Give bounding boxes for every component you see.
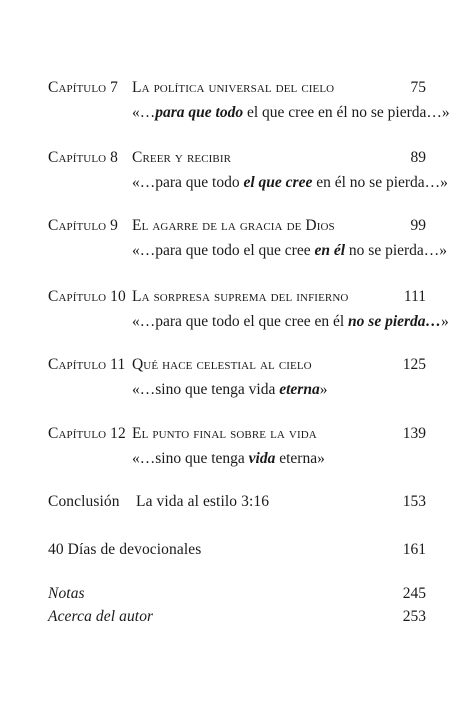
chapter-label: Capítulo 11 xyxy=(48,356,126,373)
toc-entry-chapter-10[interactable] xyxy=(48,287,449,330)
devotionals-label: 40 Días de devocionales xyxy=(48,541,202,558)
chapter-label: Capítulo 9 xyxy=(48,217,119,234)
chapter-quote: «…para que todo el que cree en él no se pierda…» xyxy=(132,242,448,259)
toc-entry-chapter-9[interactable] xyxy=(48,216,448,259)
page-number: 89 xyxy=(410,149,426,166)
chapter-label: Capítulo 7 xyxy=(48,79,119,96)
chapter-label: Capítulo 10 xyxy=(48,288,126,305)
toc-entry-about-author[interactable] xyxy=(48,607,426,627)
about-author-label: Acerca del autor xyxy=(48,608,154,625)
page-number: 99 xyxy=(410,217,426,234)
toc-entry-chapter-11[interactable] xyxy=(48,355,426,398)
toc-entry-chapter-7[interactable] xyxy=(48,78,450,121)
chapter-title: Qué hace celestial al cielo xyxy=(132,356,312,373)
page-number: 111 xyxy=(403,288,426,305)
chapter-title: La sorpresa suprema del infierno xyxy=(132,288,349,305)
page-number: 153 xyxy=(402,493,426,510)
toc-entry-notes[interactable] xyxy=(48,584,426,604)
chapter-quote: «…para que todo el que cree en él no se pierda…» xyxy=(132,104,450,121)
toc-entry-chapter-12[interactable] xyxy=(48,424,426,467)
chapter-label: Capítulo 8 xyxy=(48,149,119,166)
toc-entry-devotionals[interactable] xyxy=(48,540,426,560)
chapter-title: La política universal del cielo xyxy=(132,79,335,96)
chapter-label: Capítulo 12 xyxy=(48,425,126,442)
toc-entry-chapter-8[interactable] xyxy=(48,148,448,191)
conclusion-label: Conclusión xyxy=(48,493,120,510)
chapter-title: Creer y recibir xyxy=(132,149,232,166)
chapter-title: El agarre de la gracia de Dios xyxy=(132,217,335,234)
page-number: 253 xyxy=(402,608,426,625)
chapter-title: El punto final sobre la vida xyxy=(132,425,317,442)
page-number: 75 xyxy=(410,79,426,96)
page-number: 245 xyxy=(402,585,426,602)
chapter-quote: «…sino que tenga vida eterna» xyxy=(132,450,325,467)
page-number: 161 xyxy=(402,541,426,558)
chapter-quote: «…para que todo el que cree en él no se pierda…» xyxy=(132,313,449,330)
page-number: 125 xyxy=(402,356,426,373)
chapter-quote: «…para que todo el que cree en él no se pierda…» xyxy=(132,174,448,191)
conclusion-title: La vida al estilo 3:16 xyxy=(136,493,270,510)
notes-label: Notas xyxy=(48,585,85,602)
page-number: 139 xyxy=(402,425,426,442)
chapter-quote: «…sino que tenga vida eterna» xyxy=(132,381,328,398)
toc-entry-conclusion[interactable] xyxy=(48,492,426,512)
